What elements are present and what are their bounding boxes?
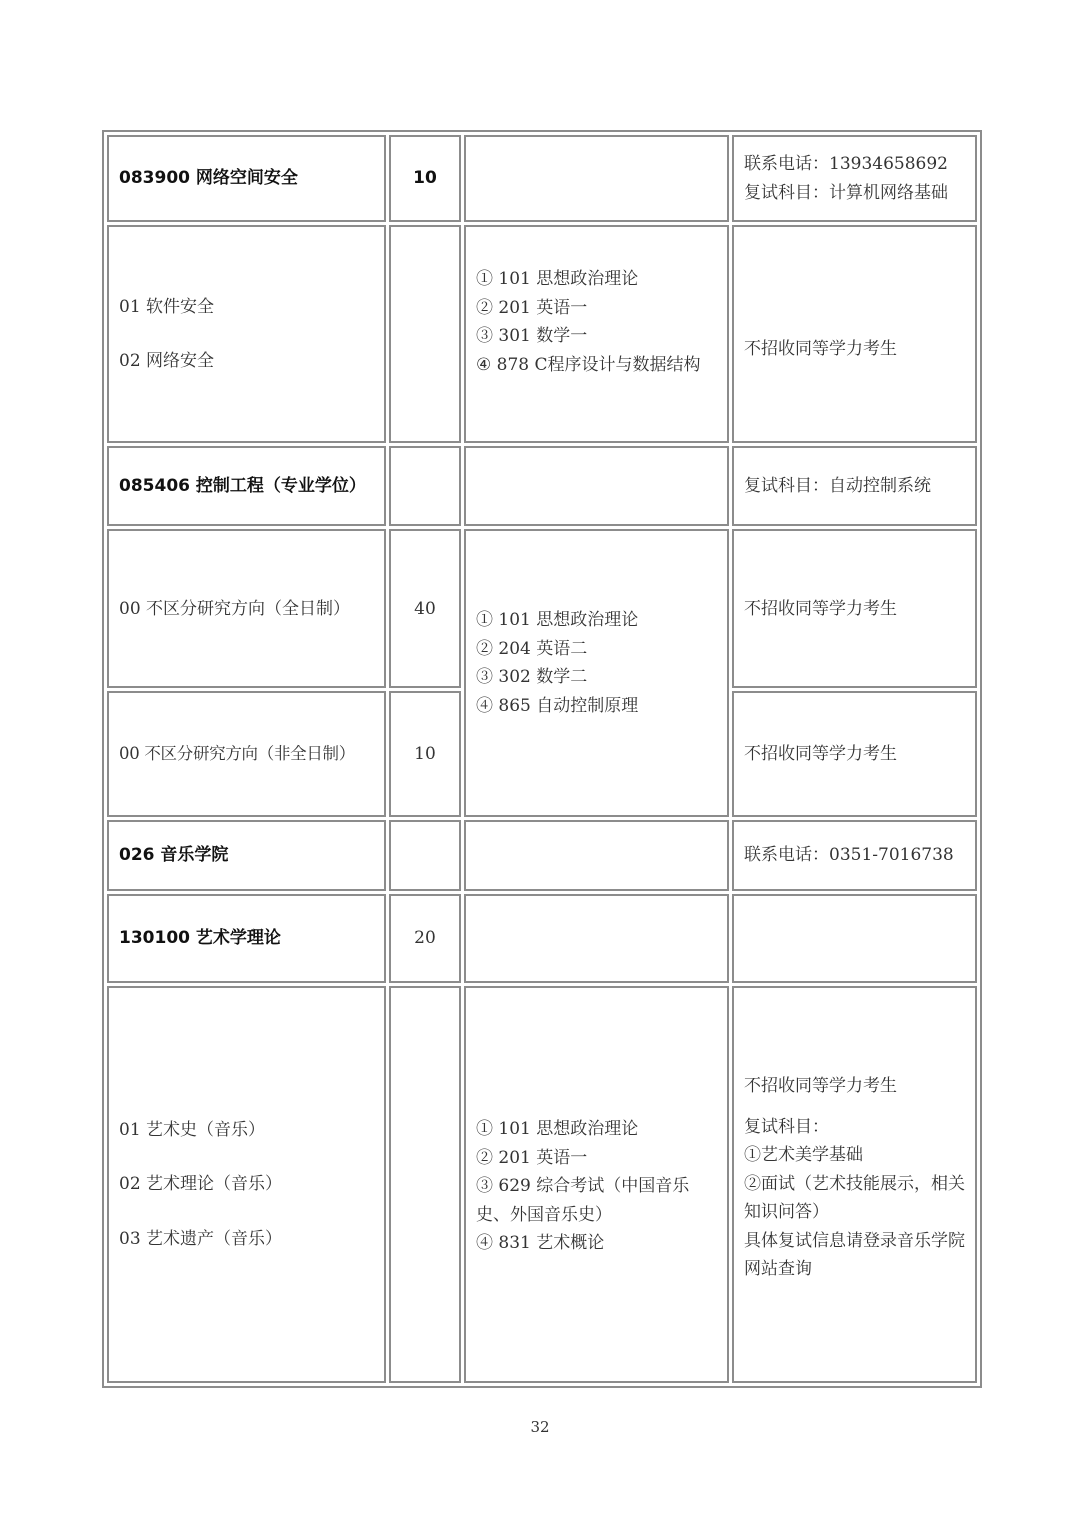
direction-cell xyxy=(107,225,386,443)
exam-subject: ③ 302 数学二 xyxy=(476,667,588,687)
direction-item: 03 艺术遗产（音乐） xyxy=(119,1228,283,1249)
exam-subjects-cell xyxy=(464,820,729,891)
note: 不招收同等学力考生 xyxy=(744,599,897,619)
retest-subject: ②面试（艺术技能展示，相关知识问答） xyxy=(744,1173,965,1222)
table-row xyxy=(107,986,977,1383)
note: 不招收同等学力考生 xyxy=(744,1076,897,1096)
major-cell: 083900 网络空间安全 xyxy=(107,135,386,222)
notes-cell xyxy=(732,135,977,222)
direction-cell: 00 不区分研究方向（非全日制） xyxy=(107,691,386,817)
direction-item: 02 网络安全 xyxy=(119,351,215,371)
admissions-table xyxy=(102,130,982,1388)
exam-subjects-cell xyxy=(464,894,729,983)
retest-info: 具体复试信息请登录音乐学院网站查询 xyxy=(744,1230,965,1279)
quota-cell xyxy=(389,446,461,526)
retest-label: 复试科目： xyxy=(744,1116,829,1137)
table-row xyxy=(107,894,977,983)
notes-cell xyxy=(732,691,977,817)
quota-cell: 10 xyxy=(389,691,461,817)
direction-cell xyxy=(107,986,386,1383)
retest-subject: ①艺术美学基础 xyxy=(744,1145,863,1165)
exam-subject: ① 101 思想政治理论 xyxy=(476,269,639,289)
notes-cell xyxy=(732,894,977,983)
quota-cell: 40 xyxy=(389,529,461,688)
exam-subject: ④ 831 艺术概论 xyxy=(476,1233,605,1253)
college-cell: 026 音乐学院 xyxy=(107,820,386,891)
exam-subjects-cell xyxy=(464,446,729,526)
retest-subject: 复试科目：计算机网络基础 xyxy=(744,182,948,203)
notes-cell xyxy=(732,529,977,688)
table-row xyxy=(107,225,977,443)
retest-subject: 复试科目：自动控制系统 xyxy=(744,475,931,496)
notes-cell xyxy=(732,225,977,443)
quota-cell xyxy=(389,986,461,1383)
direction-item: 02 艺术理论（音乐） xyxy=(119,1174,283,1195)
contact-phone: 联系电话：13934658692 xyxy=(744,154,948,174)
table-row xyxy=(107,135,977,222)
notes-cell xyxy=(732,986,977,1383)
quota-cell: 10 xyxy=(389,135,461,222)
exam-subject: ② 201 英语一 xyxy=(476,1147,588,1168)
quota-cell xyxy=(389,225,461,443)
exam-subject: ① 101 思想政治理论 xyxy=(476,1119,639,1139)
contact-phone: 联系电话：0351-7016738 xyxy=(744,845,954,866)
exam-subject: ① 101 思想政治理论 xyxy=(476,610,639,630)
quota-cell xyxy=(389,820,461,891)
exam-subject: ③ 629 综合考试（中国音乐史、外国音乐史） xyxy=(476,1176,690,1225)
table-row xyxy=(107,446,977,526)
exam-subjects-cell xyxy=(464,986,729,1383)
exam-subjects-cell xyxy=(464,529,729,817)
direction-cell: 00 不区分研究方向（全日制） xyxy=(107,529,386,688)
major-cell: 085406 控制工程（专业学位） xyxy=(107,446,386,526)
direction-item: 01 软件安全 xyxy=(119,296,215,317)
exam-subjects-cell xyxy=(464,135,729,222)
exam-subject: ② 201 英语一 xyxy=(476,297,588,318)
major-cell: 130100 艺术学理论 xyxy=(107,894,386,983)
table-row xyxy=(107,820,977,891)
exam-subject: ④ 865 自动控制原理 xyxy=(476,695,639,716)
exam-subject: ④ 878 C程序设计与数据结构 xyxy=(476,354,701,375)
direction-item: 01 艺术史（音乐） xyxy=(119,1119,266,1140)
exam-subjects-cell xyxy=(464,225,729,443)
page-number: 32 xyxy=(530,1418,550,1436)
notes-cell xyxy=(732,446,977,526)
table-row xyxy=(107,529,977,688)
exam-subject: ② 204 英语二 xyxy=(476,638,588,659)
note: 不招收同等学力考生 xyxy=(744,338,897,359)
exam-subject: ③ 301 数学一 xyxy=(476,326,588,346)
note: 不招收同等学力考生 xyxy=(744,743,897,764)
notes-cell xyxy=(732,820,977,891)
quota-cell: 20 xyxy=(389,894,461,983)
